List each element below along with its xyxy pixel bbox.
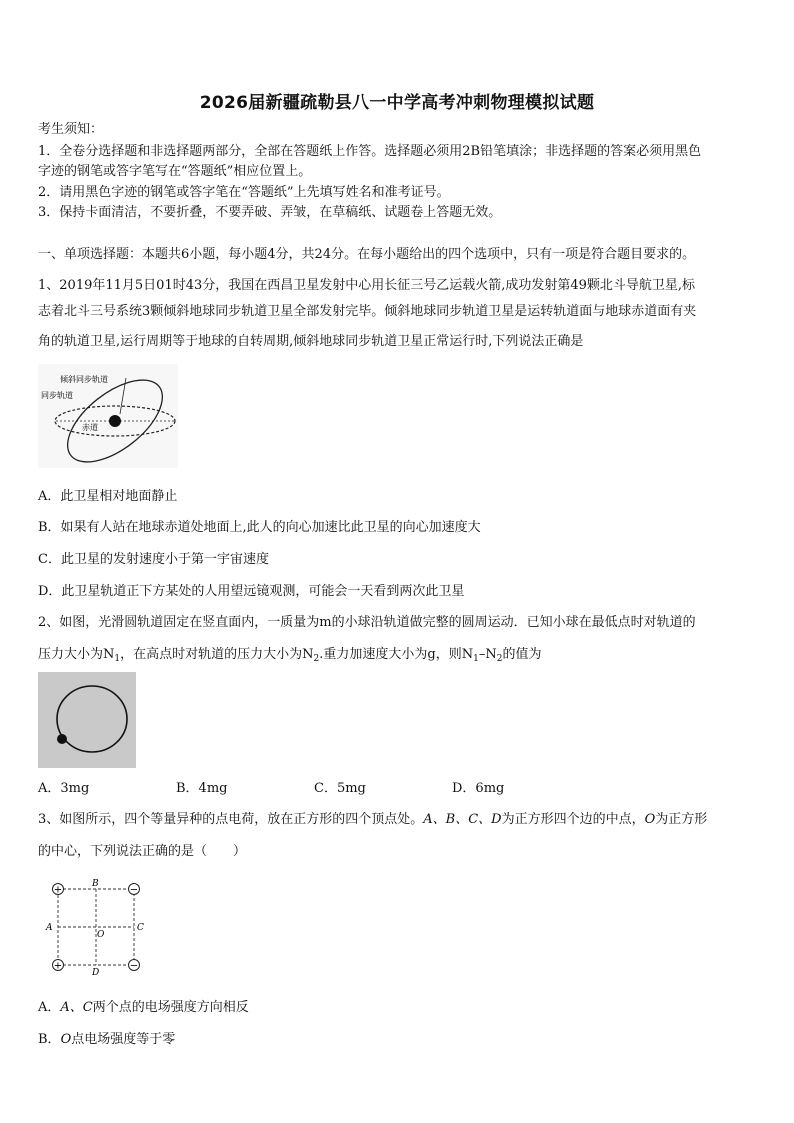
q1-option-b: B．如果有人站在地球赤道处地面上,此人的向心加速比此卫星的向心加速度大 xyxy=(38,520,481,535)
notice-header: 考生须知： xyxy=(38,122,104,137)
q2-option-a: A．3mg xyxy=(38,781,90,796)
q3-opt-b-text: 点电场强度等于零 xyxy=(71,1032,176,1047)
q3-opt-a-points: A、C xyxy=(60,1000,93,1015)
q3-text-e: 为正方形 xyxy=(655,812,708,827)
q2-sub-4: 2 xyxy=(496,654,503,664)
point-o-label: O xyxy=(97,930,105,940)
point-d-label: D xyxy=(92,968,100,978)
q3-text-d: O xyxy=(644,812,656,827)
q1-line-1: 1、2019年11月5日01时43分，我国在西昌卫星发射中心用长征三号乙运载火箭,成功发射第49颗北斗导航卫星,标 xyxy=(38,278,696,293)
point-b-label: B xyxy=(92,879,99,889)
earth-icon xyxy=(109,415,121,427)
q3-charge-square-figure xyxy=(44,876,150,978)
q2-text-a: 压力大小为N xyxy=(38,647,115,662)
notice-line-4: 3．保持卡面清洁，不要折叠，不要弄破、弄皱，在草稿纸、试题卷上答题无效。 xyxy=(38,205,502,220)
q2-text-e: 的值为 xyxy=(502,647,542,662)
q1-option-d: D．此卫星轨道正下方某处的人用望远镜观测，可能会一天看到两次此卫星 xyxy=(38,584,465,599)
q1-line-2: 志着北斗三号系统3颗倾斜地球同步轨道卫星全部发射完毕。倾斜地球同步轨道卫星是运转轨道面与地球赤道面有夹 xyxy=(38,304,697,319)
q3-opt-a-prefix: A． xyxy=(38,1000,61,1015)
q2-sub-3: 1 xyxy=(473,654,479,664)
q3-line-1 xyxy=(38,811,707,829)
q2-line-2 xyxy=(38,646,541,668)
q2-circle-track-figure xyxy=(38,672,136,768)
plus-icon: + xyxy=(53,960,63,972)
q3-option-b xyxy=(38,1031,175,1049)
q1-orbit-figure xyxy=(38,364,178,468)
q2-sub-1: 1 xyxy=(114,654,121,664)
notice-line-1: 1．全卷分选择题和非选择题两部分，全部在答题纸上作答。选择题必须用2B铅笔填涂；非选择题的答案必须用黑色 xyxy=(38,144,702,159)
q2-option-d: D．6mg xyxy=(452,781,505,796)
q3-opt-a-text: 两个点的电场强度方向相反 xyxy=(92,1000,249,1015)
q3-line-2: 的中心，下列说法正确的是（ ） xyxy=(38,844,247,859)
point-a-label: A xyxy=(46,923,53,933)
q2-line-1: 2、如图，光滑圆轨道固定在竖直面内，一质量为m的小球沿轨道做完整的圆周运动．已知小球在最低点时对轨道的 xyxy=(38,615,696,630)
notice-line-2: 字迹的钢笔或答字笔写在“答题纸”相应位置上。 xyxy=(38,164,312,179)
plus-icon: + xyxy=(53,884,63,896)
q3-text-a: 3、如图所示，四个等量异种的点电荷，放在正方形的四个顶点处。 xyxy=(38,812,424,827)
page-title: 2026届新疆疏勒县八一中学高考冲刺物理模拟试题 xyxy=(199,93,595,113)
label-sync: 同步轨道 xyxy=(41,391,73,400)
q1-line-3: 角的轨道卫星,运行周期等于地球的自转周期,倾斜地球同步轨道卫星正常运行时,下列说法正确是 xyxy=(38,334,584,349)
q3-text-c: 为正方形四个边的中点， xyxy=(501,812,645,827)
section-header: 一、单项选择题：本题共6小题，每小题4分，共24分。在每小题给出的四个选项中，只有一项是符合题目要求的。 xyxy=(38,247,696,262)
minus-icon: − xyxy=(129,884,139,896)
label-incline: 倾斜同步轨道 xyxy=(60,375,108,384)
ball-icon xyxy=(57,734,67,744)
point-c-label: C xyxy=(137,923,144,933)
label-equator: 赤道 xyxy=(82,423,98,432)
notice-line-3: 2．请用黑色字迹的钢笔或答字笔在“答题纸”上先填写姓名和准考证号。 xyxy=(38,185,450,200)
q3-text-b: A、B、C、D xyxy=(423,812,502,827)
q3-opt-b-prefix: B． xyxy=(38,1032,61,1047)
q2-option-c: C．5mg xyxy=(314,781,366,796)
q2-text-d: –N xyxy=(478,647,497,662)
minus-icon: − xyxy=(129,960,139,972)
q1-option-a: A．此卫星相对地面静止 xyxy=(38,489,178,504)
q2-text-c: .重力加速度大小为g，则N xyxy=(319,647,474,662)
q1-option-c: C．此卫星的发射速度小于第一宇宙速度 xyxy=(38,552,269,567)
q2-sub-2: 2 xyxy=(313,654,320,664)
q3-option-a xyxy=(38,999,249,1017)
q2-text-b: ，在高点时对轨道的压力大小为N xyxy=(120,647,314,662)
q2-option-b: B．4mg xyxy=(176,781,228,796)
q3-opt-b-point: O xyxy=(60,1032,72,1047)
